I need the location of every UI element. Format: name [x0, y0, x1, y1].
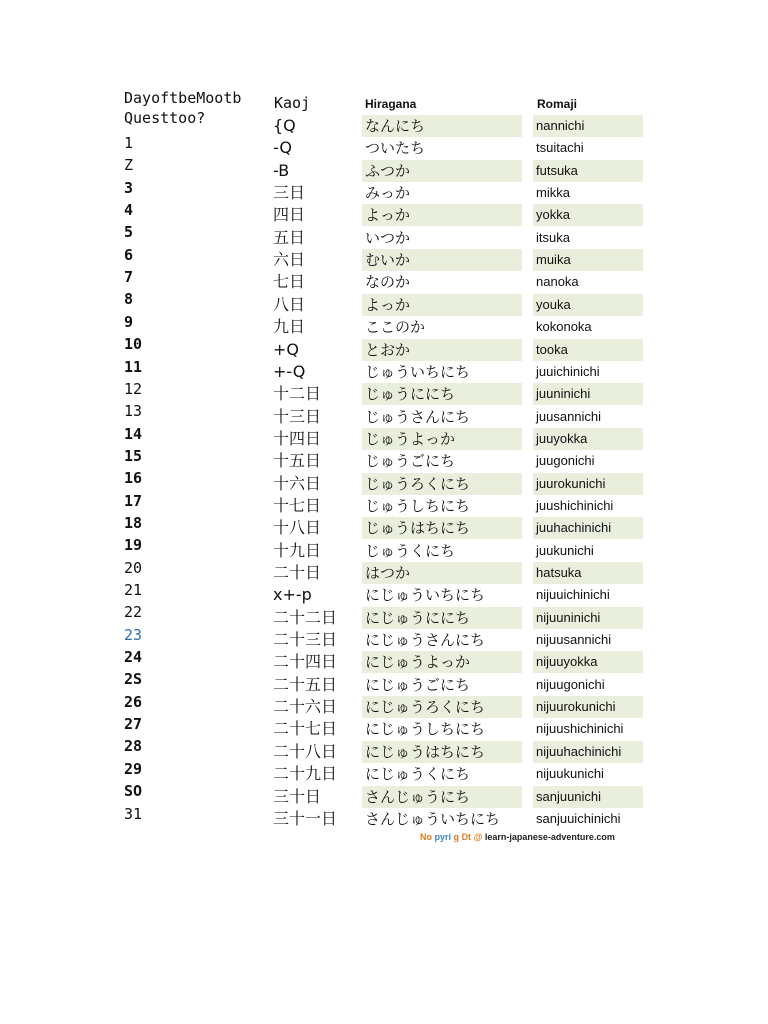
- table-row: [0, 361, 768, 383]
- romaji-cell: nannichi: [533, 115, 643, 137]
- romaji-cell: yokka: [533, 204, 643, 226]
- hiragana-cell: はつか: [362, 562, 522, 584]
- table-row: [0, 182, 768, 204]
- table-row: [0, 674, 768, 696]
- romaji-cell: nijuusannichi: [536, 632, 612, 648]
- hiragana-cell: ここのか: [365, 318, 426, 337]
- table-row: [0, 584, 768, 606]
- romaji-cell: nijuurokunichi: [533, 696, 643, 718]
- day-number: 26: [124, 692, 143, 711]
- table-row: [0, 249, 768, 271]
- day-number: 1: [124, 134, 134, 152]
- hiragana-cell: さんじゅうにち: [362, 786, 522, 808]
- romaji-cell: juurokunichi: [533, 473, 643, 495]
- kanji-cell: 八日: [273, 294, 306, 314]
- kanji-cell: 十四日: [273, 428, 322, 448]
- table-row: [0, 607, 768, 629]
- kanji-cell: 二十四日: [273, 652, 338, 672]
- day-number: 24: [124, 648, 143, 667]
- hiragana-cell: なのか: [365, 273, 411, 292]
- hiragana-cell: よっか: [362, 204, 522, 226]
- day-number: 15: [124, 446, 143, 465]
- kanji-cell: 十六日: [273, 473, 322, 493]
- romaji-cell: juuyokka: [533, 428, 643, 450]
- footer-part4: Dt: [461, 832, 472, 842]
- table-row: [0, 562, 768, 584]
- table-row: [0, 808, 768, 830]
- romaji-cell: mikka: [536, 185, 570, 201]
- hiragana-cell: じゅうくにち: [365, 541, 456, 560]
- table-row: [0, 718, 768, 740]
- kanji-cell: +-Q: [273, 361, 306, 381]
- day-number: 14: [124, 424, 143, 443]
- kanji-cell: 二十五日: [273, 674, 338, 694]
- day-number: 9: [124, 312, 134, 331]
- hiragana-cell: じゅうはちにち: [362, 517, 522, 539]
- romaji-cell: tooka: [533, 339, 643, 361]
- kanji-cell: 二十三日: [273, 630, 338, 650]
- table-row: [0, 339, 768, 361]
- kanji-cell: 十九日: [273, 540, 322, 560]
- day-number: Z: [124, 156, 134, 175]
- kanji-cell: 二十七日: [273, 719, 338, 739]
- table-row: [0, 517, 768, 539]
- romaji-cell: juushichinichi: [536, 497, 614, 513]
- hiragana-cell: にじゅうさんにち: [365, 631, 486, 650]
- day-number: 27: [124, 715, 143, 734]
- kanji-cell: 七日: [273, 272, 306, 292]
- day-number: 4: [124, 201, 134, 220]
- hiragana-cell: にじゅうくにち: [365, 765, 471, 784]
- hiragana-cell: じゅうろくにち: [362, 473, 522, 495]
- romaji-cell: juukunichi: [536, 542, 594, 558]
- romaji-cell: juugonichi: [536, 453, 595, 469]
- table-row: [0, 786, 768, 808]
- day-header-line2: Questtoo?: [124, 109, 206, 127]
- hiragana-cell: さんじゅういちにち: [365, 809, 501, 828]
- hiragana-cell: じゅうよっか: [362, 428, 522, 450]
- table-row: [0, 495, 768, 517]
- kanji-cell: 三十一日: [273, 808, 338, 828]
- footer-part2: pyri: [434, 832, 452, 842]
- kanji-cell: -Q: [273, 138, 292, 158]
- hiragana-cell: にじゅうしちにち: [365, 720, 486, 739]
- table-row: [0, 115, 768, 137]
- day-number: 31: [124, 804, 143, 823]
- hiragana-cell: にじゅうごにち: [365, 675, 471, 694]
- day-number: 22: [124, 603, 143, 622]
- day-number: 20: [124, 558, 143, 577]
- hiragana-cell: じゅういちにち: [365, 362, 471, 381]
- hiragana-cell: じゅうごにち: [365, 452, 456, 471]
- hiragana-cell: いつか: [365, 228, 411, 247]
- footer-part3: g: [453, 832, 460, 842]
- hiragana-cell: にじゅうろくにち: [362, 696, 522, 718]
- day-number: 6: [124, 245, 134, 264]
- hiragana-cell: にじゅういちにち: [365, 586, 486, 605]
- table-row: [0, 696, 768, 718]
- day-number: 17: [124, 491, 143, 510]
- table-row: [0, 294, 768, 316]
- hiragana-cell: なんにち: [362, 115, 522, 137]
- romaji-cell: nijuuhachinichi: [533, 741, 643, 763]
- day-number: 16: [124, 469, 143, 488]
- romaji-cell: juuhachinichi: [533, 517, 643, 539]
- hiragana-cell: にじゅうににち: [362, 607, 522, 629]
- footer-part1: No: [420, 832, 432, 842]
- table-row: [0, 741, 768, 763]
- table-row: [0, 651, 768, 673]
- table-row: [0, 383, 768, 405]
- kanji-cell: 二十九日: [273, 764, 338, 784]
- kanji-cell: 十五日: [273, 451, 322, 471]
- day-number: 2S: [124, 670, 143, 689]
- day-number: 28: [124, 737, 143, 756]
- table-row: [0, 227, 768, 249]
- romaji-cell: nijuuichinichi: [536, 587, 610, 603]
- table-row: [0, 428, 768, 450]
- hiragana-cell: ついたち: [365, 139, 426, 158]
- day-header-line1: DayoftbeMootb: [124, 89, 242, 107]
- hiragana-cell: じゅうしちにち: [365, 496, 471, 515]
- day-number: 10: [124, 335, 143, 354]
- table-row: [0, 271, 768, 293]
- kanji-cell: 三十日: [273, 786, 322, 806]
- romaji-cell: nijuuyokka: [533, 651, 643, 673]
- kanji-cell: x+-p: [273, 585, 312, 605]
- hiragana-cell: じゅうさんにち: [365, 407, 471, 426]
- day-number: 13: [124, 402, 143, 421]
- romaji-cell: kokonoka: [536, 319, 592, 335]
- hiragana-header: Hiragana: [365, 97, 417, 111]
- hiragana-cell: にじゅうよっか: [362, 651, 522, 673]
- copyright-footer: [420, 830, 615, 844]
- day-number: 3: [124, 178, 134, 197]
- romaji-cell: juuichinichi: [536, 363, 600, 379]
- hiragana-cell: とおか: [362, 339, 522, 361]
- romaji-cell: juusannichi: [536, 408, 602, 424]
- kanji-cell: 六日: [273, 250, 306, 270]
- day-number: SO: [124, 782, 143, 801]
- kanji-cell: 三日: [273, 183, 306, 203]
- romaji-cell: nijuuninichi: [533, 607, 643, 629]
- table-row: [0, 629, 768, 651]
- romaji-header: Romaji: [537, 97, 578, 111]
- hiragana-cell: じゅうににち: [362, 383, 522, 405]
- table-row: [0, 763, 768, 785]
- romaji-cell: nijuukunichi: [536, 766, 604, 782]
- day-number: 11: [124, 357, 143, 376]
- romaji-cell: sanjuunichi: [533, 786, 643, 808]
- kanji-header: Kaoj: [274, 94, 311, 112]
- table-row: [0, 316, 768, 338]
- kanji-cell: 二十八日: [273, 741, 338, 761]
- day-number: 7: [124, 268, 134, 287]
- hiragana-cell: むいか: [362, 249, 522, 271]
- kanji-cell: 九日: [273, 317, 306, 337]
- day-number: 18: [124, 513, 143, 532]
- kanji-cell: 二十六日: [273, 697, 338, 717]
- kanji-cell: 十三日: [273, 406, 322, 426]
- romaji-cell: hatsuka: [533, 562, 643, 584]
- table-row: [0, 204, 768, 226]
- hiragana-cell: にじゅうはちにち: [362, 741, 522, 763]
- kanji-cell: {Q: [273, 116, 296, 135]
- footer-site: learn-japanese-adventure.com: [484, 832, 615, 842]
- kanji-cell: 十二日: [273, 384, 322, 404]
- kanji-cell: -B: [273, 160, 290, 180]
- romaji-cell: juuninichi: [533, 383, 643, 405]
- table-row: [0, 450, 768, 472]
- kanji-cell: 五日: [273, 227, 306, 247]
- table-row: [0, 160, 768, 182]
- kanji-cell: 二十日: [273, 563, 322, 582]
- table-row: [0, 406, 768, 428]
- kanji-cell: +Q: [273, 339, 299, 359]
- table-row: [0, 137, 768, 159]
- romaji-cell: itsuka: [536, 229, 570, 245]
- day-number: 19: [124, 536, 143, 555]
- day-number: 8: [124, 290, 134, 309]
- hiragana-cell: ふつか: [362, 160, 522, 182]
- day-number: 23: [124, 625, 143, 644]
- romaji-cell: nijuushichinichi: [536, 721, 624, 737]
- kanji-cell: 二十二日: [273, 607, 338, 627]
- romaji-cell: nijuugonichi: [536, 676, 605, 692]
- footer-part5: @: [473, 832, 483, 842]
- romaji-cell: tsuitachi: [536, 140, 584, 156]
- day-number: 12: [124, 379, 143, 398]
- day-number: 29: [124, 759, 143, 778]
- day-number: 21: [124, 581, 143, 599]
- romaji-cell: sanjuuichinichi: [536, 810, 621, 826]
- hiragana-cell: みっか: [365, 184, 411, 203]
- table-row: [0, 540, 768, 562]
- romaji-cell: muika: [533, 249, 643, 271]
- romaji-cell: nanoka: [536, 274, 579, 290]
- kanji-cell: 十八日: [273, 518, 322, 538]
- romaji-cell: youka: [533, 294, 643, 316]
- kanji-cell: 十七日: [273, 495, 322, 515]
- romaji-cell: futsuka: [533, 160, 643, 182]
- table-row: [0, 473, 768, 495]
- day-number: 5: [124, 223, 134, 242]
- kanji-cell: 四日: [273, 205, 306, 225]
- hiragana-cell: よっか: [362, 294, 522, 316]
